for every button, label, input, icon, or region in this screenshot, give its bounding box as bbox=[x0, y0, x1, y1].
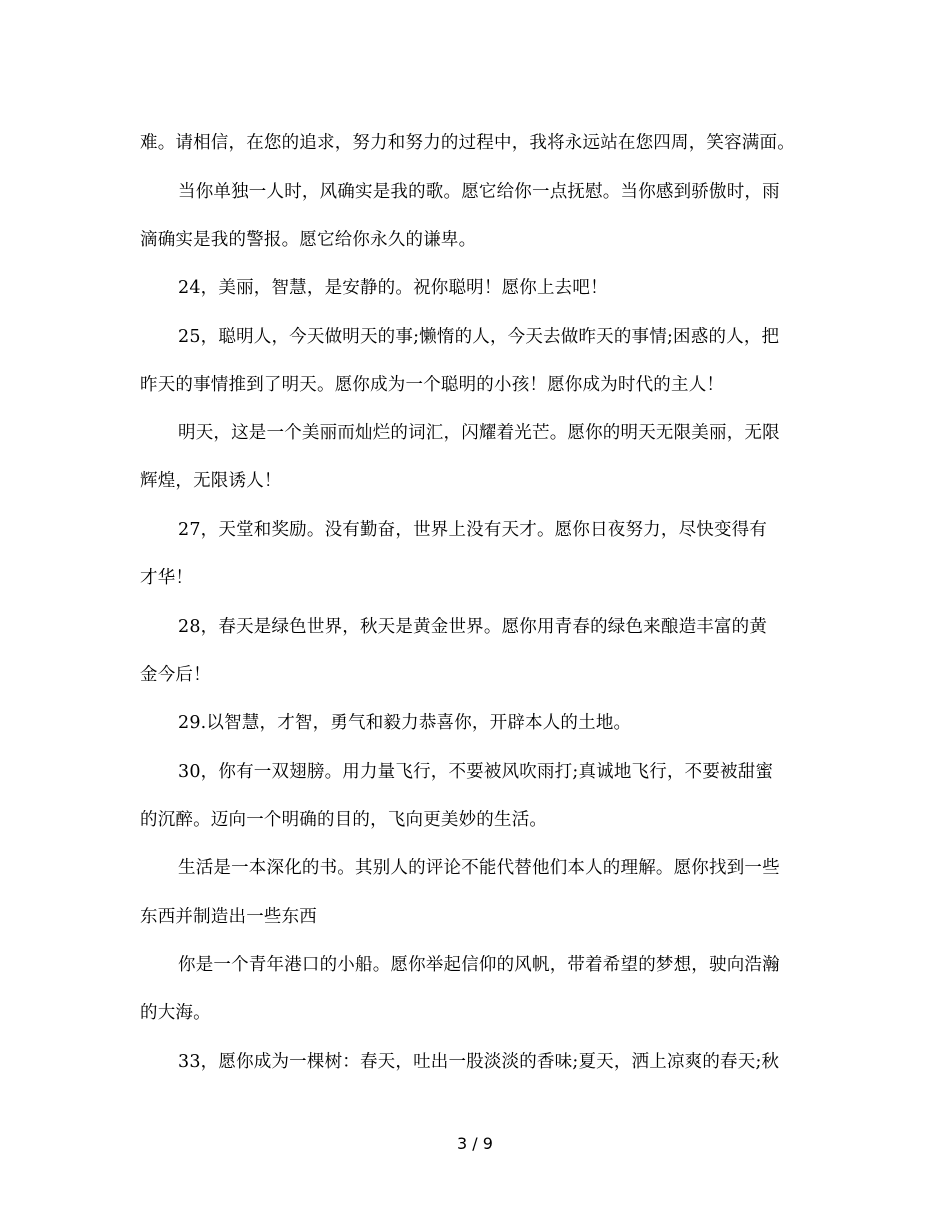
text-line: 当你单独一人时，风确实是我的歌。愿它给你一点抚慰。当你感到骄傲时，雨 bbox=[178, 182, 780, 202]
text-line: 滴确实是我的警报。愿它给你永久的谦卑。 bbox=[140, 230, 477, 250]
text-line: 明天，这是一个美丽而灿烂的词汇，闪耀着光芒。愿你的明天无限美丽，无限 bbox=[178, 423, 780, 443]
text-line: 生活是一本深化的书。其别人的评论不能代替他们本人的理解。愿你找到一些 bbox=[178, 858, 780, 878]
text-line: 30，你有一双翅膀。用力量飞行，不要被风吹雨打;真诚地飞行，不要被甜蜜 bbox=[178, 762, 774, 782]
text-line: 才华！ bbox=[140, 568, 194, 588]
text-line: 你是一个青年港口的小船。愿你举起信仰的风帆，带着希望的梦想，驶向浩瀚 bbox=[178, 955, 780, 975]
text-line: 东西并制造出一些东西 bbox=[140, 907, 317, 927]
text-line: 难。请相信，在您的追求，努力和努力的过程中，我将永远站在您四周，笑容满面。 bbox=[140, 133, 795, 153]
text-line: 的沉醉。迈向一个明确的目的，飞向更美妙的生活。 bbox=[140, 810, 548, 830]
text-line: 的大海。 bbox=[140, 1003, 211, 1023]
text-line: 27，天堂和奖励。没有勤奋，世界上没有天才。愿你日夜努力，尽快变得有 bbox=[178, 520, 768, 540]
text-line: 25，聪明人，今天做明天的事;懒惰的人，今天去做昨天的事情;困惑的人，把 bbox=[178, 327, 780, 347]
text-line: 昨天的事情推到了明天。愿你成为一个聪明的小孩！愿你成为时代的主人！ bbox=[140, 375, 725, 395]
page-indicator: 3 / 9 bbox=[457, 1134, 493, 1153]
text-line: 辉煌，无限诱人！ bbox=[140, 471, 282, 491]
text-line: 24，美丽，智慧，是安静的。祝你聪明！愿你上去吧！ bbox=[178, 278, 608, 298]
text-line: 29.以智慧，才智，勇气和毅力恭喜你，开辟本人的土地。 bbox=[178, 713, 632, 733]
text-line: 33，愿你成为一棵树：春天，吐出一股淡淡的香味;夏天，洒上凉爽的春天;秋 bbox=[178, 1052, 780, 1072]
text-line: 28，春天是绿色世界，秋天是黄金世界。愿你用青春的绿色来酿造丰富的黄 bbox=[178, 617, 768, 637]
text-line: 金今后！ bbox=[140, 665, 211, 685]
